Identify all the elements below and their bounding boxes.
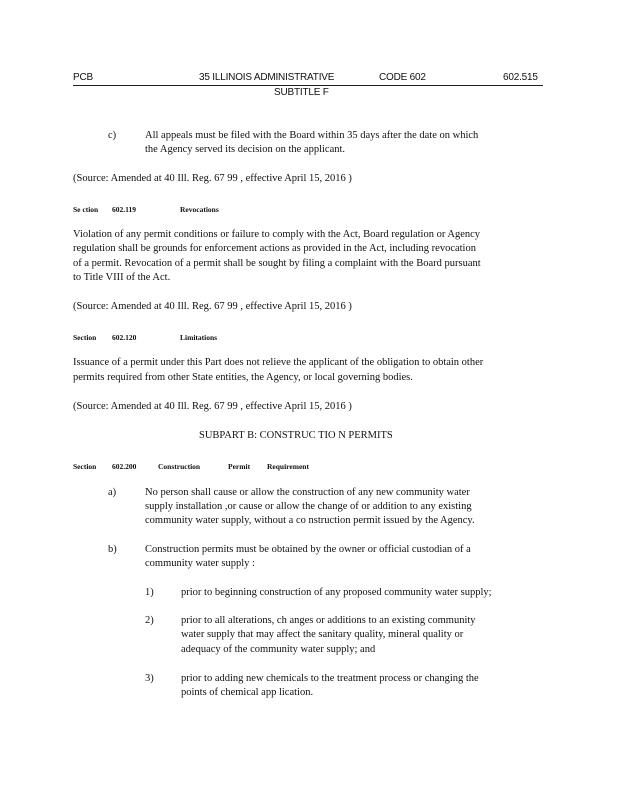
subitem-1-line1: prior to beginning construction of any proposed community water supply; [181,587,492,598]
item-c-label: c) [108,130,117,141]
para-119-line2: regulation shall be grounds for enforcement actions as provided in the Act, including revocation [73,243,476,254]
item-b-line1: Construction permits must be obtained by the owner or official custodian of a [145,544,471,555]
para-120-line1: Issuance of a permit under this Part does not relieve the applicant of the obligation to obtain other [73,357,484,368]
header-section: 602.515 [503,72,538,83]
subitem-3-label: 3) [145,673,154,684]
section-number-200: 602.200 [112,462,137,471]
header-subtitle: SUBTITLE F [274,87,329,98]
para-119-line1: Violation of any permit conditions or failure to comply with the Act, Board regulation or Agency [73,229,481,240]
subitem-1-label: 1) [145,587,154,598]
subitem-2-line3: adequacy of the community water supply; and [181,644,376,655]
para-119-line3: of a permit. Revocation of a permit shall be sought by filing a complaint with the Board pursuant [73,258,481,269]
section-title-200-a: Construction [158,462,201,471]
subpart-heading: SUBPART B: CONSTRUC TIO N PERMITS [199,430,393,441]
section-number-120: 602.120 [112,333,137,342]
header-left: PCB [73,72,93,83]
subitem-2-line1: prior to all alterations, ch anges or additions to an existing community [181,615,476,626]
subitem-3-line1: prior to adding new chemicals to the treatment process or changing the [181,673,479,684]
source-note-118: (Source: Amended at 40 Ill. Reg. 67 99 , effective April 15, 2016 ) [73,173,352,184]
item-a-line3: community water supply, without a co nstruction permit issued by the Agency. [145,515,475,526]
item-b-line2: community water supply : [145,558,255,569]
section-title-119: Revocations [180,205,219,214]
item-a-line1: No person shall cause or allow the construction of any new community water [145,487,470,498]
section-label-119: Se ction [73,205,99,214]
section-label-120: Section [73,333,97,342]
section-title-200-c: Requirement [267,462,309,471]
source-note-120: (Source: Amended at 40 Ill. Reg. 67 99 , effective April 15, 2016 ) [73,401,352,412]
item-a-line2: supply installation ,or cause or allow the change of or addition to any existing [145,501,472,512]
section-title-120: Limitations [180,333,218,342]
subitem-2-label: 2) [145,615,154,626]
item-c-line2: the Agency served its decision on the applicant. [145,144,346,155]
header-title: 35 ILLINOIS ADMINISTRATIVE [199,72,335,83]
subitem-3-line2: points of chemical app lication. [181,687,314,698]
section-title-200-b: Permit [228,462,251,471]
item-c-line1: All appeals must be filed with the Board within 35 days after the date on which [145,130,479,141]
section-label-200: Section [73,462,97,471]
para-120-line2: permits required from other State entities, the Agency, or local governing bodies. [73,372,413,383]
header-code: CODE 602 [379,72,426,83]
item-b-label: b) [108,544,117,555]
para-119-line4: to Title VIII of the Act. [73,272,171,283]
item-a-label: a) [108,487,117,498]
source-note-119: (Source: Amended at 40 Ill. Reg. 67 99 , effective April 15, 2016 ) [73,301,352,312]
subitem-2-line2: water supply that may affect the sanitary quality, mineral quality or [181,629,464,640]
header-rule [73,85,543,86]
section-number-119: 602.119 [112,205,136,214]
